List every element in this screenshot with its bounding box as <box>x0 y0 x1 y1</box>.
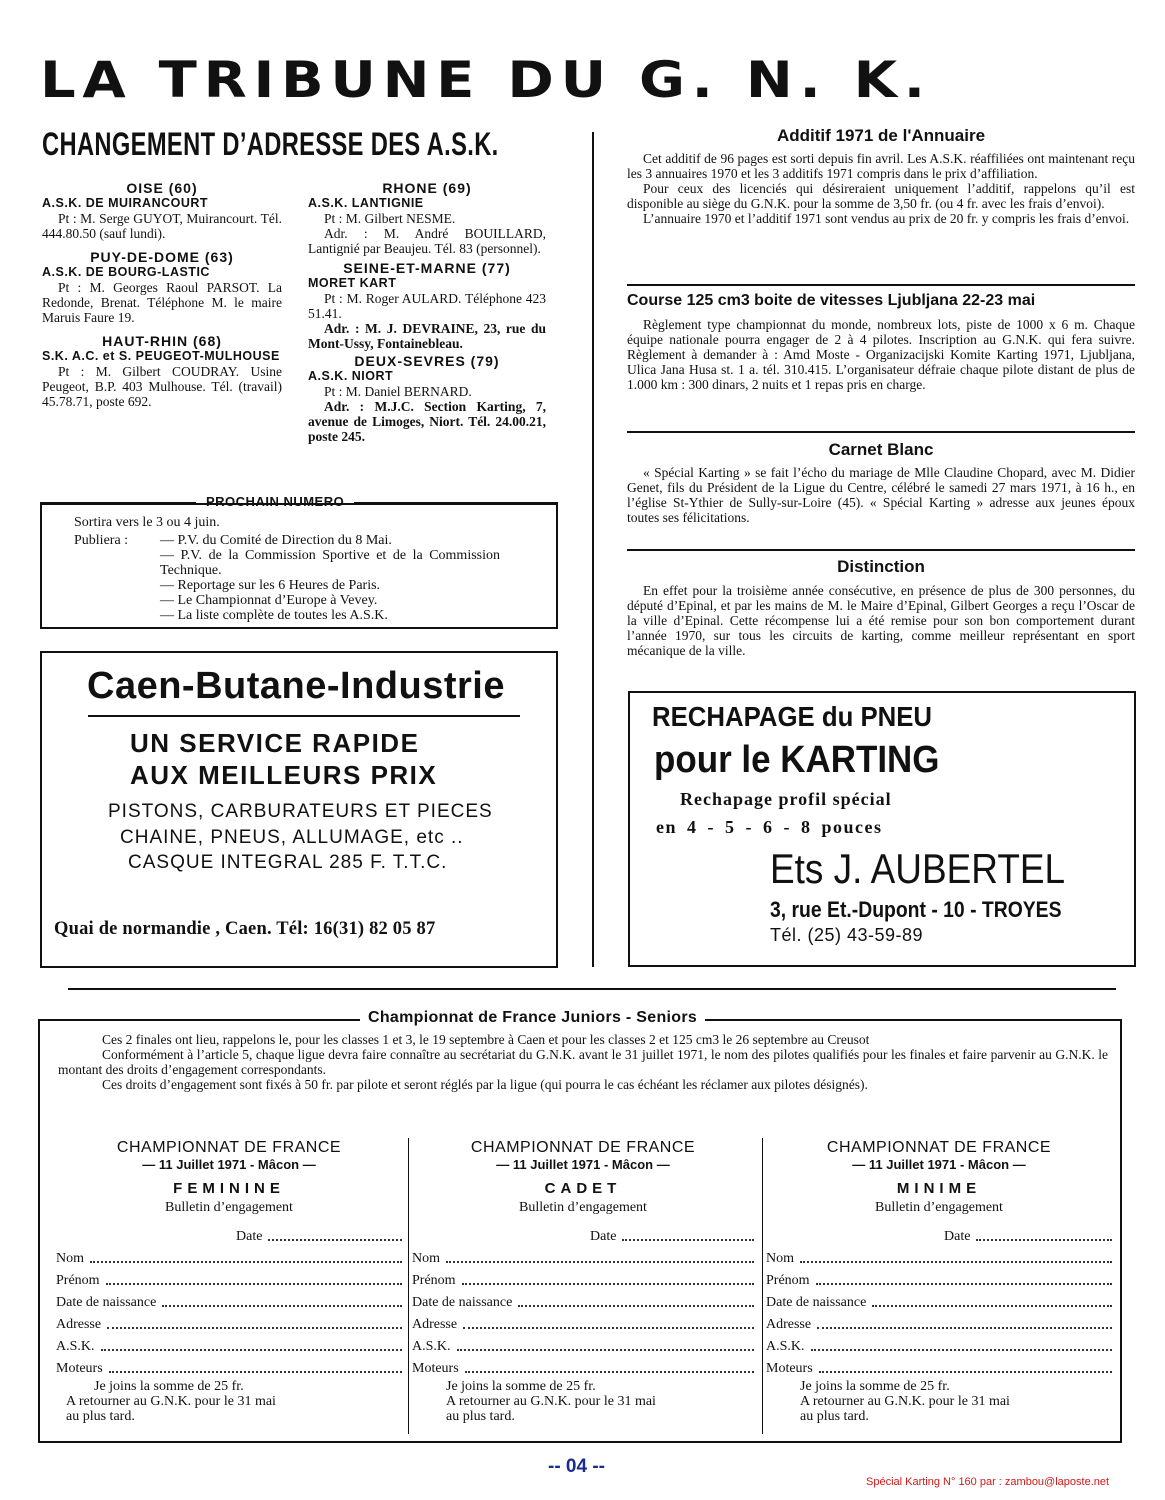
joins-line1: Je joins la somme de 25 fr. <box>94 1379 244 1394</box>
rule <box>627 284 1135 286</box>
aubertel-ad <box>628 691 1136 967</box>
ad-karting: pour le KARTING <box>654 739 940 781</box>
ad-products-2: CHAINE, PNEUS, ALLUMAGE, etc .. <box>120 827 464 848</box>
address-change-title: CHANGEMENT D’ADRESSE DES A.S.K. <box>42 126 499 162</box>
champ-p2: Conformément à l’article 5, chaque ligue devra faire connaître au secrétariat du G.N.K. avant le 31 juillet 1971, le nom des pilotes qualifiés pour les finales et faire parvenir au G.N.K. le montant des droits d’engagement correspondants. <box>58 1047 1108 1077</box>
form-category: FEMININE <box>173 1180 285 1197</box>
date-field[interactable]: Date <box>236 1223 402 1245</box>
form-heading: CHAMPIONNAT DE FRANCE <box>826 1139 1052 1156</box>
additif-p2: Pour ceux des licenciés qui désireraient uniquement l’additif, rappelons qu’il est disponible au siège du G.N.K. pour la somme de 3,50 fr. (ou 4 fr. avec les frais d’envoi). <box>627 181 1135 211</box>
form-bulletin: Bulletin d’engagement <box>519 1200 647 1215</box>
ask-name: A.S.K. DE MUIRANCOURT <box>42 196 209 210</box>
address-text-2: Adr. : M. André BOUILLARD, Lantignié par Beaujeu. Tél. 83 (personnel). <box>308 226 546 256</box>
masthead: LA TRIBUNE DU G. N. K. <box>40 51 932 109</box>
course-title: Course 125 cm3 boite de vitesses Ljubljana 22-23 mai <box>627 292 1036 309</box>
ask-field[interactable]: A.S.K. <box>412 1333 754 1355</box>
ask-name: A.S.K. LANTIGNIE <box>308 196 424 210</box>
moteurs-field[interactable]: Moteurs <box>412 1355 754 1377</box>
distinction-p1: En effet pour la troisième année consécutive, en présence de plus de 300 personnes, du député d’Epinal, et par les mains de M. le Maire d’Epinal, Gilbert Georges a reçu l’Oscar de la ville d’Epinal. Cette récompense lui a été remise pour son bon comportement durant l’année 1970, sur tous les circuits de karting, comme meilleur représentant en sport mécanique de la ville. <box>627 583 1135 658</box>
ad-brand-underline <box>88 715 520 717</box>
ad-profil: Rechapage profil spécial <box>680 789 892 809</box>
ad-pouces: en 4 - 5 - 6 - 8 pouces <box>656 817 883 837</box>
ad-products-1: PISTONS, CARBURATEURS ET PIECES <box>108 801 493 822</box>
credit-line: Spécial Karting N° 160 par : zambou@laposte.net <box>866 1476 1110 1488</box>
form-cadet <box>412 1138 754 1424</box>
ask-name: A.S.K. DE BOURG-LASTIC <box>42 265 210 279</box>
additif-p1: Cet additif de 96 pages est sorti depuis fin avril. Les A.S.K. réaffiliées ont maintenant reçu les 3 annuaires 1970 et les 3 additifs 1971 compris dans le prix d’affiliation. <box>627 151 1135 181</box>
joins-line1: Je joins la somme de 25 fr. <box>800 1379 950 1394</box>
form-date: — 11 Juillet 1971 - Mâcon — <box>142 1157 316 1172</box>
prochain-list <box>160 533 500 623</box>
address-text: Pt : M. Georges Raoul PARSOT. La Redonde, Brenat. Téléphone M. le maire Maruis Faure 19. <box>42 280 282 325</box>
ad-address: Quai de normandie , Caen. Tél: 16(31) 82 05 87 <box>54 919 436 939</box>
page-number: -- 04 -- <box>548 1456 605 1477</box>
ad-products-3: CASQUE INTEGRAL 285 F. T.T.C. <box>128 852 448 873</box>
joins-line2: A retourner au G.N.K. pour le 31 mai <box>800 1394 1010 1409</box>
prochain-item: — P.V. du Comité de Direction du 8 Mai. <box>160 533 392 548</box>
dept-heading: OISE (60) <box>126 180 198 196</box>
additif-p3: L’annuaire 1970 et l’additif 1971 sont vendus au prix de 20 fr. y compris les frais d’envoi. <box>643 211 1130 226</box>
address-text: Pt : M. Daniel BERNARD. <box>324 384 472 399</box>
champ-title: Championnat de France Juniors - Seniors <box>360 1009 705 1027</box>
ad-line1: UN SERVICE RAPIDE <box>130 728 420 758</box>
address-entry <box>42 249 282 325</box>
address-text: Pt : M. Roger AULARD. Téléphone 423 51.41. <box>308 291 546 321</box>
distinction-title: Distinction <box>837 557 925 576</box>
ad-rechapage: RECHAPAGE du PNEU <box>652 701 933 732</box>
rule <box>627 431 1135 433</box>
form-feminine <box>56 1138 402 1424</box>
address-text: Pt : M. Gilbert NESME. <box>324 211 456 226</box>
prochain-item: — Le Championnat d’Europe à Vevey. <box>160 593 378 608</box>
champ-intro <box>58 1032 1108 1092</box>
prochain-box <box>40 503 558 629</box>
dept-heading: PUY-DE-DOME (63) <box>90 249 234 265</box>
ad-line2: AUX MEILLEURS PRIX <box>130 760 438 790</box>
joins-line2: A retourner au G.N.K. pour le 31 mai <box>446 1394 656 1409</box>
prochain-item: — P.V. de la Commission Sportive et de la Commission Technique. <box>160 548 500 578</box>
caen-butane-ad <box>40 651 558 968</box>
carnet-p1: « Spécial Karting » se fait l’écho du mariage de Mlle Claudine Chopard, avec M. Didier Genet, fils du Président de la Ligue du Centre, célébré le samedi 27 mars 1971, à 16 h., en l’église St-Ythier de Sully-sur-Loire (45). « Spécial Karting » adresse aux jeunes époux toutes ses félicitations. <box>627 465 1135 525</box>
prenom-field[interactable]: Prénom <box>412 1267 754 1289</box>
form-category: MINIME <box>896 1180 982 1197</box>
nom-field[interactable]: Nom <box>412 1245 754 1267</box>
dept-heading: SEINE-ET-MARNE (77) <box>343 260 511 276</box>
address-text: Pt : M. Serge GUYOT, Muirancourt. Tél. 444.80.50 (sauf lundi). <box>42 211 282 241</box>
ad-company: Ets J. AUBERTEL <box>770 845 1066 892</box>
ask-field[interactable]: A.S.K. <box>766 1333 1112 1355</box>
naissance-field[interactable]: Date de naissance <box>766 1289 1112 1311</box>
form-heading: CHAMPIONNAT DE FRANCE <box>116 1139 342 1156</box>
dept-heading: RHONE (69) <box>382 180 472 196</box>
address-text-2: Adr. : M.J.C. Section Karting, 7, avenue de Limoges, Niort. Tél. 24.00.21, poste 245. <box>308 399 546 444</box>
additif-title: Additif 1971 de l'Annuaire <box>776 126 986 145</box>
moteurs-field[interactable]: Moteurs <box>56 1355 402 1377</box>
form-bulletin: Bulletin d’engagement <box>875 1200 1003 1215</box>
form-divider <box>408 1138 409 1434</box>
ad-brand: Caen-Butane-Industrie <box>87 665 505 707</box>
dept-heading: DEUX-SEVRES (79) <box>354 353 500 369</box>
form-divider <box>762 1138 763 1434</box>
form-bulletin: Bulletin d’engagement <box>165 1200 293 1215</box>
joins-line2: A retourner au G.N.K. pour le 31 mai <box>66 1394 276 1409</box>
nom-field[interactable]: Nom <box>766 1245 1112 1267</box>
adresse-field[interactable]: Adresse <box>766 1311 1112 1333</box>
ask-field[interactable]: A.S.K. <box>56 1333 402 1355</box>
moteurs-field[interactable]: Moteurs <box>766 1355 1112 1377</box>
additif-section <box>627 126 1135 226</box>
course-section <box>627 291 1135 392</box>
adresse-field[interactable]: Adresse <box>56 1311 402 1333</box>
ad-company-tel: Tél. (25) 43-59-89 <box>770 925 924 945</box>
ask-name: MORET KART <box>308 276 397 290</box>
prochain-publiera: Publiera : <box>74 533 129 548</box>
joins-line3: au plus tard. <box>66 1409 135 1424</box>
champ-p3: Ces droits d’engagement sont fixés à 50 fr. par pilote et seront réglés par la ligue (qui pourra le cas échéant les réclamer aux pilotes désignés). <box>102 1077 868 1092</box>
joins-line1: Je joins la somme de 25 fr. <box>446 1379 596 1394</box>
date-field[interactable]: Date <box>590 1223 754 1245</box>
prochain-title: PROCHAIN NUMERO <box>196 494 354 509</box>
form-minime <box>766 1138 1112 1424</box>
naissance-field[interactable]: Date de naissance <box>56 1289 402 1311</box>
carnet-title: Carnet Blanc <box>828 440 934 459</box>
prenom-field[interactable]: Prénom <box>56 1267 402 1289</box>
address-column-1 <box>42 180 282 409</box>
ask-name: S.K. A.C. et S. PEUGEOT-MULHOUSE <box>42 349 280 363</box>
date-field[interactable]: Date <box>944 1223 1112 1245</box>
ad-company-address: 3, rue Et.-Dupont - 10 - TROYES <box>770 897 1062 922</box>
champ-p1: Ces 2 finales ont lieu, rappelons le, pour les classes 1 et 3, le 19 septembre à Caen et pour les classes 2 et 125 cm3 le 26 septembre au Creusot <box>102 1032 870 1047</box>
address-entry <box>308 180 546 256</box>
ask-name: A.S.K. NIORT <box>308 369 394 383</box>
course-p1: Règlement type championnat du monde, nombreux lots, piste de 1000 x 6 m. Chaque équipe nationale pourra engager de 2 à 4 pilotes. Inscription au G.N.K. qui fera suivre. Règlement à demander à : Amd Moste - Organizacijski Komite Karting 1971, Ljubljana, Ulica Jana Husa st. 1 a. tél. 310.415. L’organisateur défraie chaque pilote distant de plus de 1.000 km : 300 dinars, 2 nuits et 1 repas pris en charge. <box>627 317 1135 392</box>
prochain-line1: Sortira vers le 3 ou 4 juin. <box>74 515 220 530</box>
form-date: — 11 Juillet 1971 - Mâcon — <box>496 1157 670 1172</box>
joins-line3: au plus tard. <box>800 1409 869 1424</box>
form-category: CADET <box>544 1180 622 1197</box>
naissance-field[interactable]: Date de naissance <box>412 1289 754 1311</box>
address-text: Pt : M. Gilbert COUDRAY. Usine Peugeot, B.P. 403 Mulhouse. Tél. (travail) 45.78.71, poste 692. <box>42 364 282 409</box>
prenom-field[interactable]: Prénom <box>766 1267 1112 1289</box>
carnet-section <box>627 440 1135 525</box>
form-date: — 11 Juillet 1971 - Mâcon — <box>852 1157 1026 1172</box>
column-divider <box>592 132 594 967</box>
dept-heading: HAUT-RHIN (68) <box>102 333 222 349</box>
prochain-item: — La liste complète de toutes les A.S.K. <box>160 608 388 623</box>
prochain-item: — Reportage sur les 6 Heures de Paris. <box>160 578 381 593</box>
address-entry <box>308 260 546 351</box>
rule <box>627 549 1135 551</box>
joins-line3: au plus tard. <box>446 1409 515 1424</box>
address-entry <box>42 333 282 409</box>
distinction-section <box>627 557 1135 658</box>
nom-field[interactable]: Nom <box>56 1245 402 1267</box>
adresse-field[interactable]: Adresse <box>412 1311 754 1333</box>
address-entry <box>42 180 282 241</box>
address-entry <box>308 353 546 444</box>
address-text-2: Adr. : M. J. DEVRAINE, 23, rue du Mont-Ussy, Fontainebleau. <box>308 321 546 351</box>
address-column-2 <box>308 180 546 444</box>
champ-top-rule <box>68 988 1116 990</box>
form-heading: CHAMPIONNAT DE FRANCE <box>470 1139 696 1156</box>
